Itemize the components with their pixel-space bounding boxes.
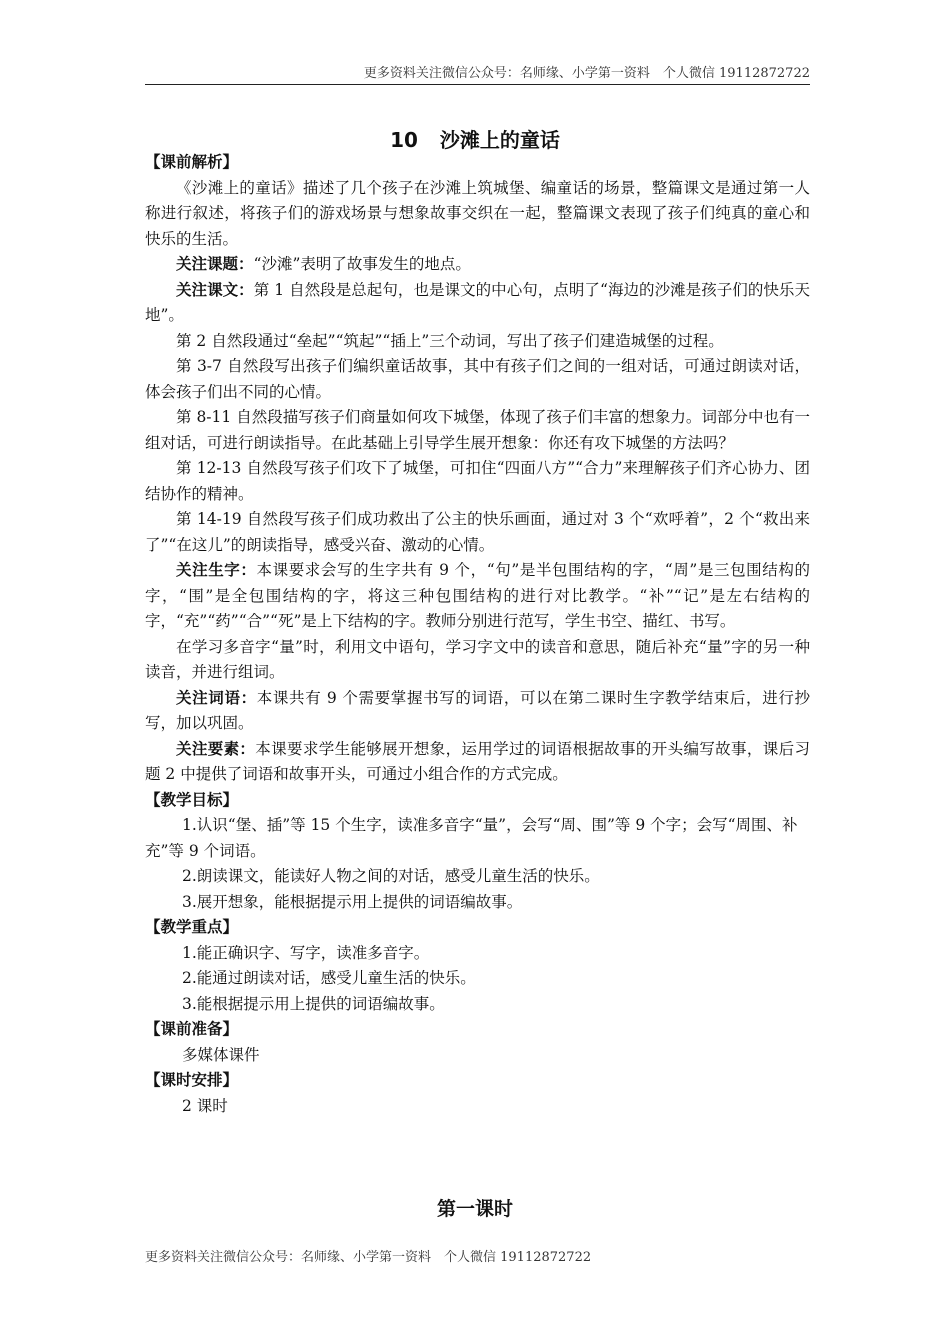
focus-item: 2.能通过朗读对话，感受儿童生活的快乐。: [182, 969, 476, 987]
lesson-name: 沙滩上的童话: [439, 128, 560, 152]
section-heading-schedule: 【课时安排】: [145, 1071, 239, 1089]
words-label: 关注词语：: [176, 688, 257, 707]
analysis-topic: [145, 252, 810, 278]
analysis-para-2: 第 2 自然段通过“垒起”“筑起”“插上”三个动词，写出了孩子们建造城堡的过程。: [176, 331, 724, 350]
analysis-words: [145, 686, 810, 737]
schedule-text: 2 课时: [182, 1096, 228, 1115]
goal-item: 3.展开想象，能根据提示用上提供的词语编故事。: [182, 892, 523, 911]
words-text: 本课共有 9 个需要掌握书写的词语，可以在第二课时生字教学结束后，进行抄写，加以巩固。: [145, 688, 810, 732]
lesson-title: [0, 124, 950, 153]
topic-label: 关注课题：: [176, 255, 254, 273]
lesson-number: 10: [390, 128, 418, 152]
analysis-para-3: 第 3-7 自然段写出孩子们编织童话故事，其中有孩子们之间的一组对话，可通过朗读对话，体会孩子们出不同的心情。: [145, 357, 810, 401]
chars-label: 关注生字：: [176, 561, 257, 579]
elements-label: 关注要素：: [176, 739, 256, 758]
goal-item: 1.认识“堡、插”等 15 个生字，读准多音字“量”，会写“周、围”等 9 个字；会写“周围、补充”等 9 个词语。: [145, 816, 798, 860]
prep-text: 多媒体课件: [182, 1045, 260, 1064]
analysis-para-5: 第 12-13 自然段写孩子们攻下了城堡，可扣住“四面八方”“合力”来理解孩子们齐心协力、团结协作的精神。: [145, 459, 810, 503]
text-label: 关注课文：: [176, 280, 254, 299]
analysis-chars: [145, 558, 810, 635]
analysis-elements: [145, 737, 810, 788]
chars-text: 本课要求会写的生字共有 9 个，“句”是半包围结构的字，“周”是三包围结构的字，“围”是全包围结构的字，将这三种包围结构的进行对比教学。“补”“记”是左右结构的字，“充”“药”“合”“死”是上下结构的字。教师分别进行范写，学生书空、描红、书写。: [145, 561, 810, 630]
analysis-para-6: 第 14-19 自然段写孩子们成功救出了公主的快乐画面，通过对 3 个“欢呼着”，2 个“救出来了”“在这儿”的朗读指导，感受兴奋、激动的心情。: [145, 510, 810, 554]
section-heading-focus: 【教学重点】: [145, 918, 239, 936]
page-footer: 更多资料关注微信公众号：名师缘、小学第一资料 个人微信 19112872722: [145, 1250, 592, 1265]
focus-item: 3.能根据提示用上提供的词语编故事。: [182, 994, 445, 1013]
section-heading-prep: 【课前准备】: [145, 1020, 239, 1038]
focus-item: 1.能正确识字、写字，读准多音字。: [182, 943, 430, 962]
analysis-para-4: 第 8-11 自然段描写孩子们商量如何攻下城堡，体现了孩子们丰富的想象力。词部分中也有一组对话，可进行朗读指导。在此基础上引导学生展开想象：你还有攻下城堡的方法吗？: [145, 408, 810, 452]
section-heading-goals: 【教学目标】: [145, 790, 239, 809]
topic-text: “沙滩”表明了故事发生的地点。: [253, 255, 471, 273]
analysis-polyphone: 在学习多音字“量”时，利用文中语句，学习字文中的读音和意思，随后补充“量”字的另一种读音，并进行组词。: [145, 637, 810, 681]
section-heading-analysis: 【课前解析】: [145, 153, 239, 171]
analysis-text: [145, 278, 810, 329]
document-body: [145, 150, 810, 1119]
analysis-intro: 《沙滩上的童话》描述了几个孩子在沙滩上筑城堡、编童话的场景，整篇课文是通过第一人称进行叙述，将孩子们的游戏场景与想象故事交织在一起，整篇课文表现了孩子们纯真的童心和快乐的生活。: [145, 178, 810, 248]
goal-item: 2.朗读课文，能读好人物之间的对话，感受儿童生活的快乐。: [182, 867, 600, 885]
header-divider: [145, 84, 810, 85]
text-text: 第 1 自然段是总起句，也是课文的中心句，点明了“海边的沙滩是孩子们的快乐天地”。: [145, 280, 810, 324]
page-header: 更多资料关注微信公众号：名师缘、小学第一资料 个人微信 19112872722: [363, 66, 810, 81]
elements-text: 本课要求学生能够展开想象，运用学过的词语根据故事的开头编写故事，课后习题 2 中提供了词语和故事开头，可通过小组合作的方式完成。: [145, 739, 810, 783]
first-lesson-heading: 第一课时: [436, 1198, 513, 1220]
